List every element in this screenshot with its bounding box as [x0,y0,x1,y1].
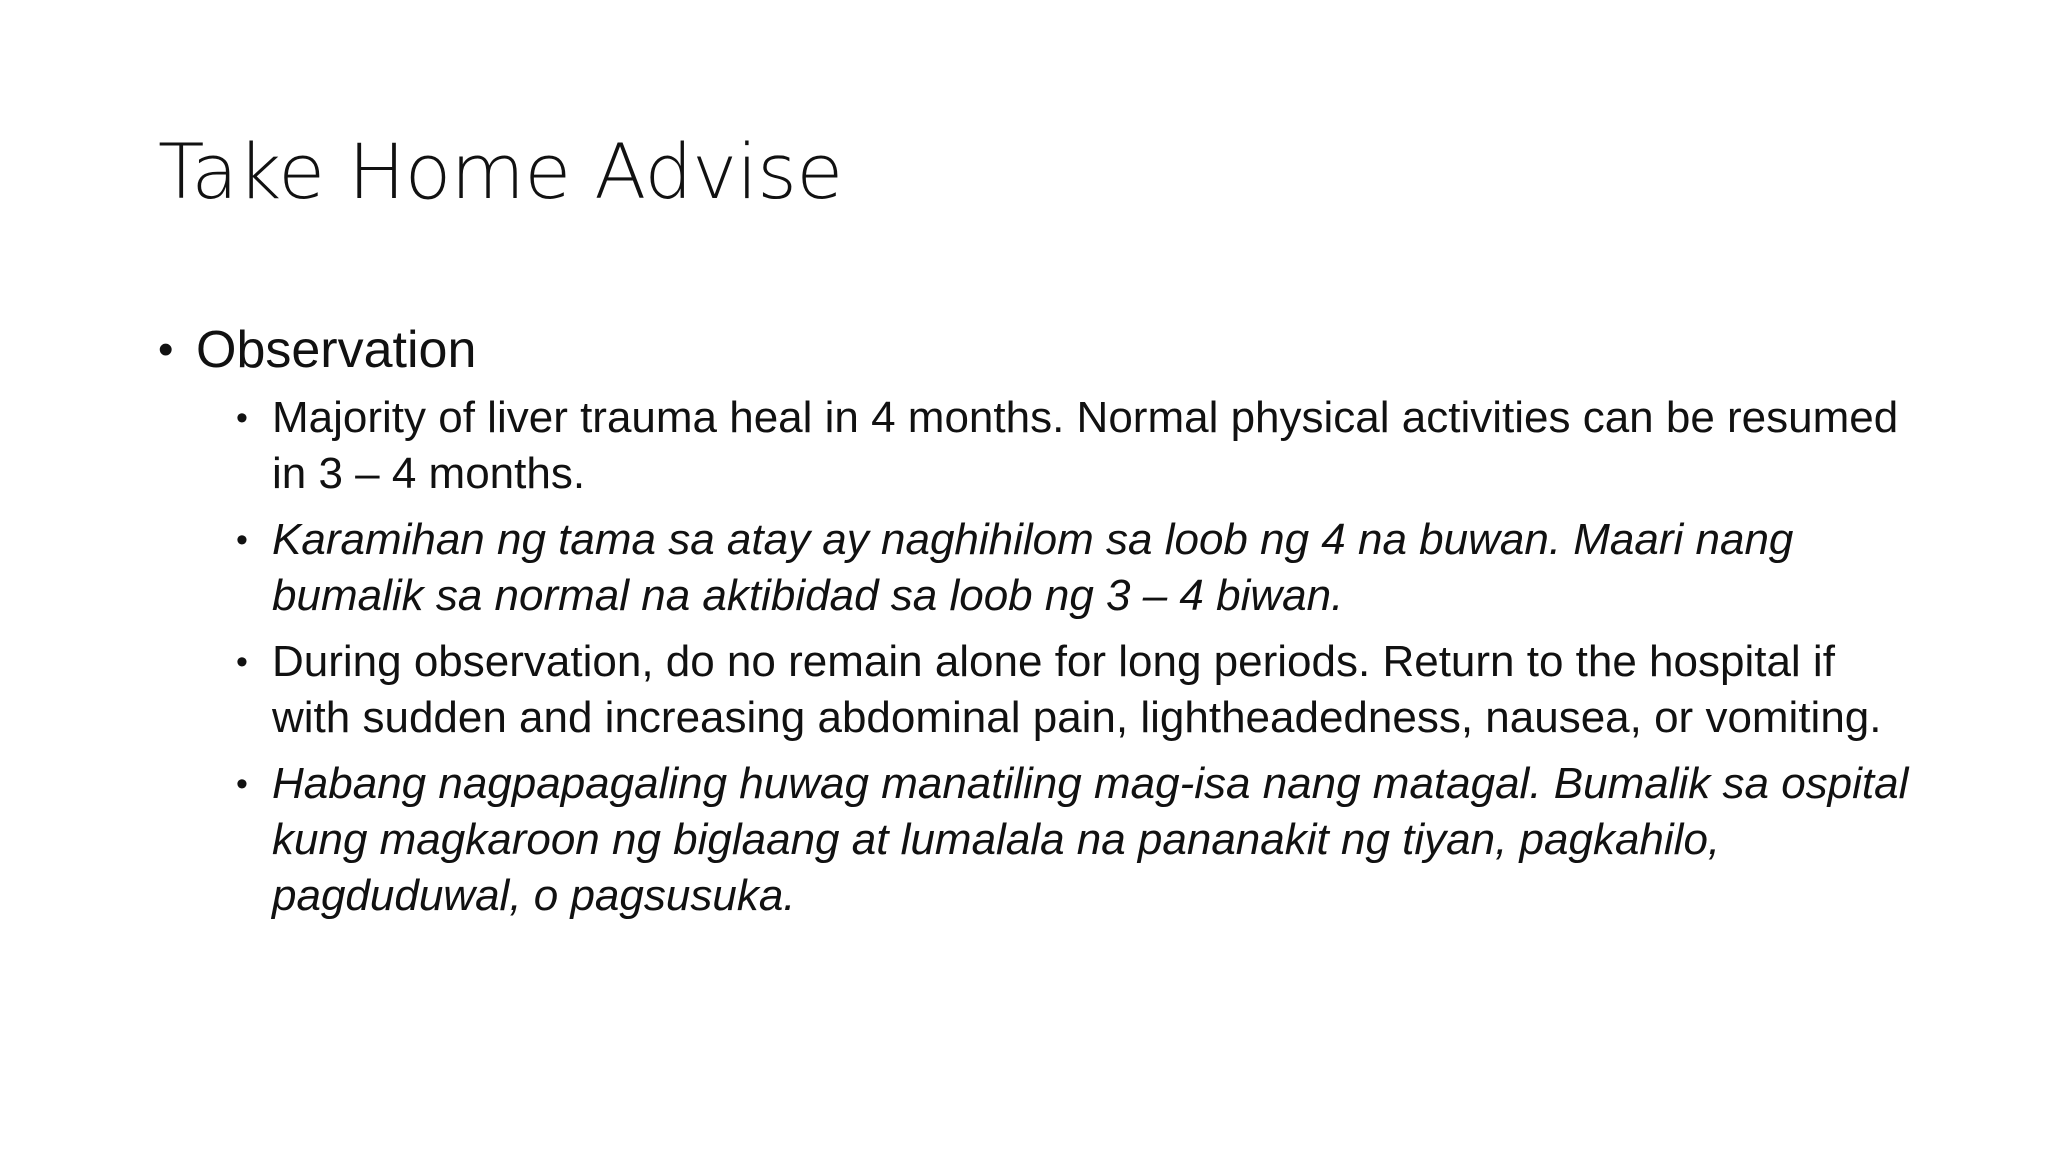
bullet-icon: • [236,643,248,681]
sub-bullet-text: Majority of liver trauma heal in 4 months. Normal physical activities can be resumed in 3 – 4 months. [272,393,1899,498]
sub-bullet-item [236,756,1918,924]
sub-bullet-item [236,390,1918,502]
bullet-icon: • [236,399,248,437]
bullet-icon: • [158,325,174,374]
sub-bullet-text: Habang nagpapagaling huwag manatiling mag-isa nang matagal. Bumalik sa ospital kung magkaroon ng biglaang at lumalala na pananakit ng tiyan, pagkahilo, pagduduwal, o pagsusuka. [272,759,1909,920]
bullet-icon: • [236,765,248,803]
main-bullet-item [158,318,1918,382]
sub-bullet-item [236,634,1918,746]
sub-bullet-item [236,512,1918,624]
main-bullet-text: Observation [196,321,477,379]
slide-title: Take Home Advise [158,127,843,216]
sub-bullet-text: Karamihan ng tama sa atay ay naghihilom sa loob ng 4 na buwan. Maari nang bumalik sa normal na aktibidad sa loob ng 3 – 4 biwan. [272,515,1794,620]
slide-content [158,318,1918,934]
sub-bullet-list [158,390,1918,924]
sub-bullet-text: During observation, do no remain alone for long periods. Return to the hospital if with sudden and increasing abdominal pain, lightheadedness, nausea, or vomiting. [272,637,1882,742]
bullet-icon: • [236,521,248,559]
